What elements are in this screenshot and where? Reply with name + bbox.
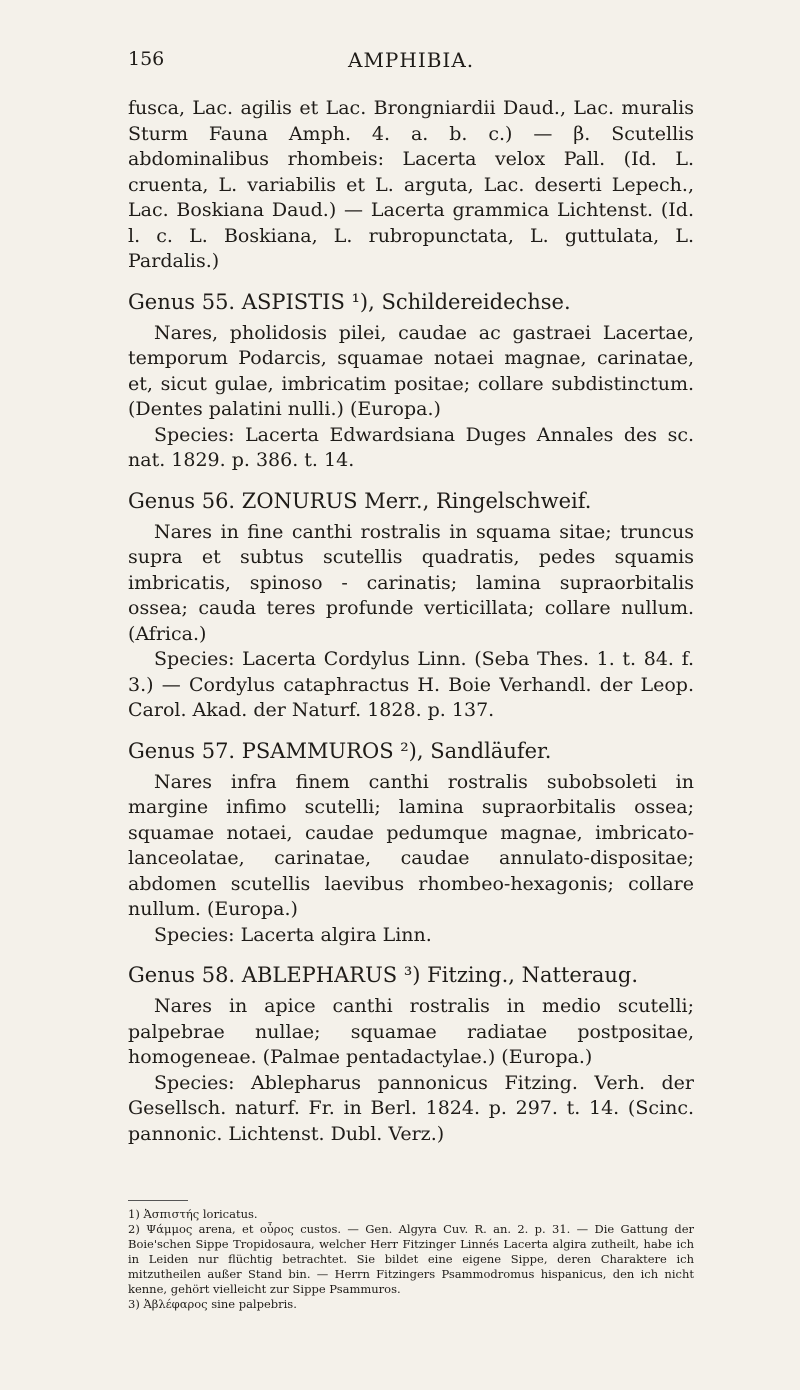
species-line: Species: Lacerta Cordylus Linn. (Seba Thes. 1. t. 84. f. 3.) — Cordylus cataphractus H. Boie Verhandl. der Leop. Carol. Akad. der Naturf. 1828. p. 137. [128,648,694,721]
footnotes [128,1200,694,1312]
genus-heading-55: Genus 55. ASPISTIS ¹), Schildereidechse. [128,289,571,314]
genus-heading-57: Genus 57. PSAMMUROS ²), Sandläufer. [128,738,552,763]
species-line: Species: Lacerta algira Linn. [154,923,432,946]
paragraph: Nares, pholidosis pilei, caudae ac gastraei Lacertae, temporum Podarcis, squamae notaei magnae, carinatae, et, sicut gulae, imbricatim positae; collare subdistinctum. (Dentes palatini nulli.) (Europa.) [128,321,694,420]
page-header [128,48,688,76]
paragraph: fusca, Lac. agilis et Lac. Brongniardii Daud., Lac. muralis Sturm Fauna Amph. 4. a. b. c.) — β. Scutellis abdominalibus rhombeis: Lacerta velox Pall. (Id. L. cruenta, L. variabilis et L. arguta, Lac. deserti Lepech., Lac. Boskiana Daud.) — Lacerta grammica Lichtenst. (Id. l. c. L. Boskiana, L. rubropunctata, L. guttulata, L. Pardalis.) [128,97,694,272]
footnote-3: 3) Ἀβλέφαρος sine palpebris. [128,1297,297,1311]
paragraph: Nares in fine canthi rostralis in squama sitae; truncus supra et subtus scutellis quadratis, pedes squamis imbricatis, spinoso - carinatis; lamina supraorbitalis ossea; cauda teres profunde verticillata; collare nullum. (Africa.) [128,520,694,645]
species-line: Species: Lacerta Edwardsiana Duges Annales des sc. nat. 1829. p. 386. t. 14. [128,423,694,471]
page-number: 156 [128,48,165,70]
genus-heading-58: Genus 58. ABLEPHARUS ³) Fitzing., Natteraug. [128,963,639,987]
main-text [128,96,694,1147]
paragraph: Nares in apice canthi rostralis in medio scutelli; palpebrae nullae; squamae radiatae postpositae, homogeneae. (Palmae pentadactylae.) (Europa.) [128,995,694,1068]
genus-heading-56: Genus 56. ZONURUS Merr., Ringelschweif. [128,488,592,513]
running-head: AMPHIBIA. [348,48,475,72]
paragraph: Nares infra finem canthi rostralis subobsoleti in margine infimo scutelli; lamina supraorbitalis ossea; squamae notaei, caudae pedumque magnae, imbricato-lanceolatae, carinatae, caudae annulato-dispositae; abdomen scutellis laevibus rhombeo-hexagonis; collare nullum. (Europa.) [128,770,694,920]
footnote-2: 2) Ψάμμος arena, et οὖρος custos. — Gen. Algyra Cuv. R. an. 2. p. 31. — Die Gattung der Boie'schen Sippe Tropidosaura, welcher Herr Fitzinger Linnés Lacerta algira zutheilt, habe ich in Leiden nur flüchtig betrachtet. Sie bildet eine eigene Sippe, deren Charaktere ich mitzutheilen außer Stand bin. — Herrn Fitzingers Psammodromus hispanicus, den ich nicht kenne, gehört vielleicht zur Sippe Psammuros. [128,1222,694,1296]
footnote-1: 1) Ἀσπιστής loricatus. [128,1207,258,1221]
footnote-rule [128,1200,188,1201]
species-line: Species: Ablepharus pannonicus Fitzing. Verh. der Gesellsch. naturf. Fr. in Berl. 1824. p. 297. t. 14. (Scinc. pannonic. Lichtenst. Dubl. Verz.) [128,1071,694,1145]
